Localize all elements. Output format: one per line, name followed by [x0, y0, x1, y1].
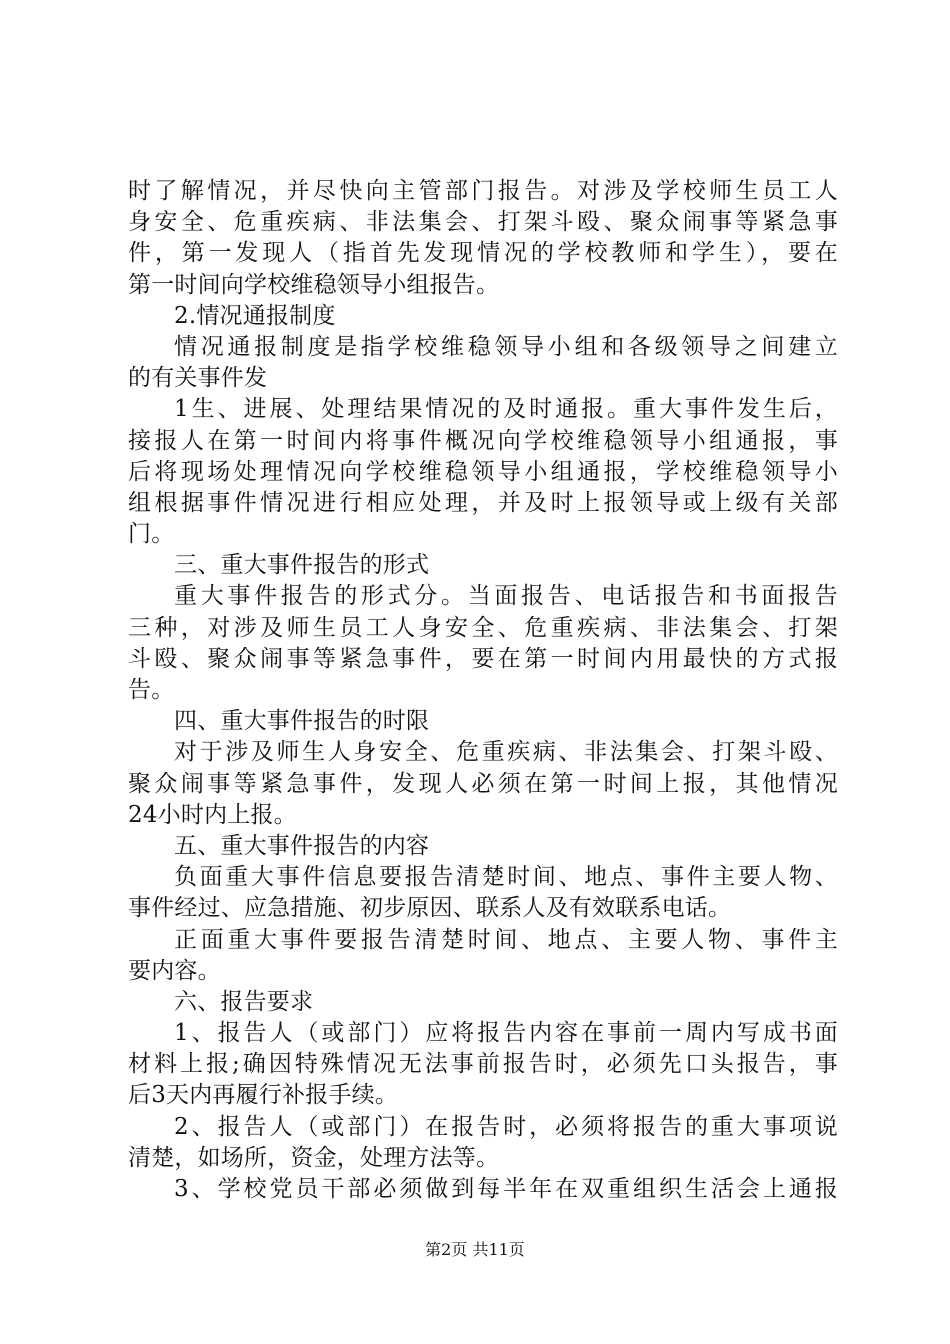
text-line: 后将现场处理情况向学校维稳领导小组通报，学校维稳领导小 [128, 458, 838, 485]
text-line: 要内容。 [128, 957, 221, 984]
section-heading: 三、重大事件报告的形式 [174, 552, 430, 579]
text-line: 后3天内再履行补报手续。 [128, 1082, 399, 1109]
section-heading: 六、报告要求 [174, 988, 314, 1015]
text-line: 24小时内上报。 [128, 801, 297, 828]
text-line: 件，第一发现人（指首先发现情况的学校教师和学生），要在 [128, 240, 838, 267]
text-line: 的有关事件发 [128, 365, 268, 392]
text-line: 时了解情况，并尽快向主管部门报告。对涉及学校师生员工人 [128, 178, 838, 204]
text-line: 重大事件报告的形式分。当面报告、电话报告和书面报告 [174, 583, 838, 610]
text-line: 对于涉及师生人身安全、危重疾病、非法集会、打架斗殴、 [174, 739, 838, 766]
text-line: 3、学校党员干部必须做到每半年在双重组织生活会上通报 [174, 1176, 838, 1202]
text-line: 负面重大事件信息要报告清楚时间、地点、事件主要人物、 [174, 864, 838, 891]
section-heading: 五、重大事件报告的内容 [174, 832, 430, 859]
document-body [128, 176, 838, 1205]
text-line: 清楚，如场所，资金，处理方法等。 [128, 1144, 500, 1171]
text-line: 三种，对涉及师生员工人身安全、危重疾病、非法集会、打架 [128, 614, 838, 641]
text-line: 接报人在第一时间内将事件概况向学校维稳领导小组通报，事 [128, 427, 838, 454]
text-line: 事件经过、应急措施、初步原因、联系人及有效联系电话。 [128, 895, 732, 922]
text-line: 1生、进展、处理结果情况的及时通报。重大事件发生后， [174, 396, 838, 423]
text-line: 材料上报;确因特殊情况无法事前报告时，必须先口头报告，事 [128, 1051, 838, 1078]
text-line: 2、报告人（或部门）在报告时，必须将报告的重大事项说 [174, 1113, 838, 1140]
text-line: 告。 [128, 677, 175, 703]
page-number-footer: 第2页 共11页 [425, 1240, 525, 1259]
text-line: 聚众闹事等紧急事件，发现人必须在第一时间上报，其他情况 [128, 770, 838, 797]
text-line: 1、报告人（或部门）应将报告内容在事前一周内写成书面 [174, 1020, 838, 1047]
text-line: 第一时间向学校维稳领导小组报告。 [128, 271, 500, 298]
section-heading: 2.情况通报制度 [174, 302, 336, 329]
text-line: 组根据事件情况进行相应处理，并及时上报领导或上级有关部 [128, 489, 838, 516]
text-line: 斗殴、聚众闹事等紧急事件，要在第一时间内用最快的方式报 [128, 645, 838, 672]
text-line: 情况通报制度是指学校维稳领导小组和各级领导之间建立 [174, 333, 838, 360]
text-line: 正面重大事件要报告清楚时间、地点、主要人物、事件主 [174, 926, 838, 953]
text-line: 门。 [128, 521, 175, 548]
section-heading: 四、重大事件报告的时限 [174, 708, 430, 735]
text-line: 身安全、危重疾病、非法集会、打架斗殴、聚众闹事等紧急事 [128, 209, 838, 236]
